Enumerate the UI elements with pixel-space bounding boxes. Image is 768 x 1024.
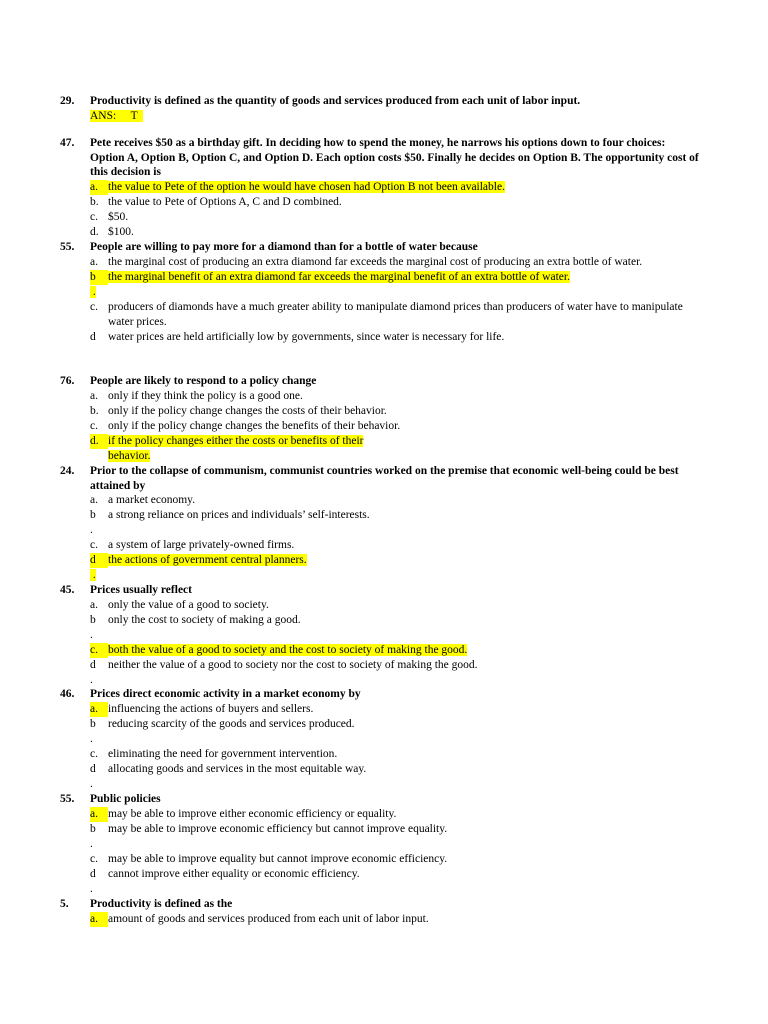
option-d	[90, 762, 700, 777]
option-text: $100.	[108, 225, 134, 238]
question-number: 55.	[60, 793, 75, 805]
spacer-line: .	[90, 569, 96, 582]
question-5	[60, 897, 700, 927]
option-d	[90, 553, 700, 568]
question-number: 29.	[60, 95, 75, 107]
option-a	[90, 598, 700, 613]
question-47	[60, 136, 700, 240]
question-text: Prices direct economic activity in a market economy by	[90, 688, 361, 700]
option-text: a system of large privately-owned firms.	[108, 539, 295, 552]
option-c	[90, 538, 700, 553]
spacer-line: .	[90, 285, 96, 298]
option-d	[90, 225, 700, 240]
option-letter: b	[90, 509, 96, 522]
spacer-line: .	[90, 777, 93, 790]
option-text: water prices are held artificially low by governments, since water is necessary for life.	[108, 330, 505, 343]
option-letter: c.	[90, 643, 108, 658]
question-number: 24.	[60, 465, 75, 477]
question-number: 5.	[60, 898, 69, 910]
option-text: the value to Pete of Options A, C and D combined.	[108, 195, 342, 208]
option-letter: b.	[90, 195, 99, 208]
option-d	[90, 330, 700, 345]
option-text: influencing the actions of buyers and sellers.	[108, 702, 314, 715]
option-d	[90, 867, 700, 882]
option-a	[90, 493, 700, 508]
spacer-line: .	[90, 837, 93, 850]
option-letter: c.	[90, 300, 98, 313]
spacer-line: .	[90, 628, 93, 641]
option-d	[90, 658, 700, 673]
option-letter: c.	[90, 210, 98, 223]
option-letter: d	[90, 762, 96, 775]
option-letter: d.	[90, 225, 99, 238]
option-a	[90, 807, 700, 822]
option-letter: a.	[90, 255, 98, 268]
option-letter: c.	[90, 852, 98, 865]
option-letter: a.	[90, 180, 108, 195]
option-letter: d.	[90, 434, 108, 449]
option-b	[90, 404, 700, 419]
option-c	[90, 300, 700, 330]
option-letter: b	[90, 270, 108, 285]
question-text: Prices usually reflect	[90, 584, 192, 596]
option-text: the marginal benefit of an extra diamond far exceeds the marginal benefit of an extra bottle of water.	[108, 270, 570, 283]
option-text: reducing scarcity of the goods and services produced.	[108, 717, 355, 730]
question-number: 45.	[60, 584, 75, 596]
option-b	[90, 270, 700, 285]
option-a	[90, 389, 700, 404]
option-text: allocating goods and services in the most equitable way.	[108, 762, 367, 775]
spacer-line: .	[90, 524, 93, 537]
option-text: only if the policy change changes the costs of their behavior.	[108, 404, 387, 417]
option-text: if the policy changes either the costs or benefits of their behavior.	[108, 434, 364, 462]
option-letter: a.	[90, 494, 98, 507]
option-text: only the value of a good to society.	[108, 598, 269, 611]
question-number: 76.	[60, 375, 75, 387]
question-number: 55.	[60, 241, 75, 253]
answer-label: ANS:	[90, 109, 117, 122]
option-d	[90, 434, 700, 464]
option-letter: d	[90, 330, 96, 343]
option-letter: c.	[90, 747, 98, 760]
option-c	[90, 643, 700, 658]
spacer-line: .	[90, 673, 93, 686]
option-text: both the value of a good to society and the cost to society of making the good.	[108, 643, 468, 656]
option-letter: a.	[90, 807, 108, 822]
question-text: Productivity is defined as the	[90, 898, 233, 910]
option-b	[90, 508, 700, 523]
question-text: Public policies	[90, 793, 161, 805]
option-text: producers of diamonds have a much greater ability to manipulate diamond prices than producers of water have to manipulate water prices.	[108, 300, 683, 328]
option-letter: c.	[90, 539, 98, 552]
answer-value: T	[130, 109, 138, 122]
option-a	[90, 255, 700, 270]
option-letter: b	[90, 613, 96, 626]
option-b	[90, 717, 700, 732]
option-a	[90, 912, 700, 927]
option-b	[90, 822, 700, 837]
question-text: Pete receives $50 as a birthday gift. In deciding how to spend the money, he narrows his options down to four choices: Option A, Option B, Option C, and Option D. Each option costs $50. Finally he decides on Option B. The opportunity cost of this decision is	[90, 137, 699, 179]
option-letter: d	[90, 658, 96, 671]
question-number: 47.	[60, 137, 75, 149]
option-letter: a.	[90, 912, 108, 927]
option-letter: a.	[90, 389, 98, 402]
option-letter: a.	[90, 598, 98, 611]
option-a	[90, 180, 700, 195]
option-text: $50.	[108, 210, 129, 223]
option-text: only if the policy change changes the benefits of their behavior.	[108, 419, 401, 432]
spacer-line: .	[90, 882, 93, 895]
option-text: a strong reliance on prices and individuals’ self-interests.	[108, 509, 370, 522]
option-letter: b.	[90, 404, 99, 417]
question-46	[60, 687, 700, 792]
question-text: Prior to the collapse of communism, communist countries worked on the premise that economic well-being could be best attained by	[90, 465, 679, 492]
option-c	[90, 747, 700, 762]
option-text: the actions of government central planners.	[108, 554, 307, 567]
question-24	[60, 464, 700, 583]
option-text: eliminating the need for government intervention.	[108, 747, 338, 760]
option-text: the value to Pete of the option he would have chosen had Option B not been available.	[108, 180, 505, 193]
question-text: Productivity is defined as the quantity of goods and services produced from each unit of labor input.	[90, 95, 581, 107]
question-text: People are willing to pay more for a diamond than for a bottle of water because	[90, 241, 478, 253]
option-text: the marginal cost of producing an extra diamond far exceeds the marginal cost of producing an extra bottle of water.	[108, 255, 643, 268]
option-text: only if they think the policy is a good one.	[108, 389, 303, 402]
question-text: People are likely to respond to a policy change	[90, 375, 317, 387]
option-text: cannot improve either equality or economic efficiency.	[108, 867, 360, 880]
option-c	[90, 852, 700, 867]
question-55-diamond	[60, 240, 700, 345]
option-text: a market economy.	[108, 494, 196, 507]
option-c	[90, 210, 700, 225]
option-letter: a.	[90, 702, 108, 717]
option-letter: b	[90, 822, 96, 835]
option-b	[90, 613, 700, 628]
option-b	[90, 195, 700, 210]
option-letter: b	[90, 717, 96, 730]
option-text: may be able to improve economic efficiency but cannot improve equality.	[108, 822, 448, 835]
option-letter: d	[90, 867, 96, 880]
question-55-policies	[60, 792, 700, 897]
option-c	[90, 419, 700, 434]
spacer-line: .	[90, 732, 93, 745]
answer-line	[90, 109, 700, 124]
question-29	[60, 94, 700, 123]
option-letter: c.	[90, 419, 98, 432]
option-letter: d	[90, 553, 108, 568]
option-text: amount of goods and services produced from each unit of labor input.	[108, 912, 429, 925]
option-a	[90, 702, 700, 717]
question-76	[60, 374, 700, 464]
option-text: may be able to improve equality but cannot improve economic efficiency.	[108, 852, 448, 865]
option-text: neither the value of a good to society nor the cost to society of making the good.	[108, 658, 478, 671]
option-text: may be able to improve either economic efficiency or equality.	[108, 807, 397, 820]
question-45	[60, 583, 700, 688]
option-text: only the cost to society of making a good.	[108, 613, 301, 626]
question-number: 46.	[60, 688, 75, 700]
